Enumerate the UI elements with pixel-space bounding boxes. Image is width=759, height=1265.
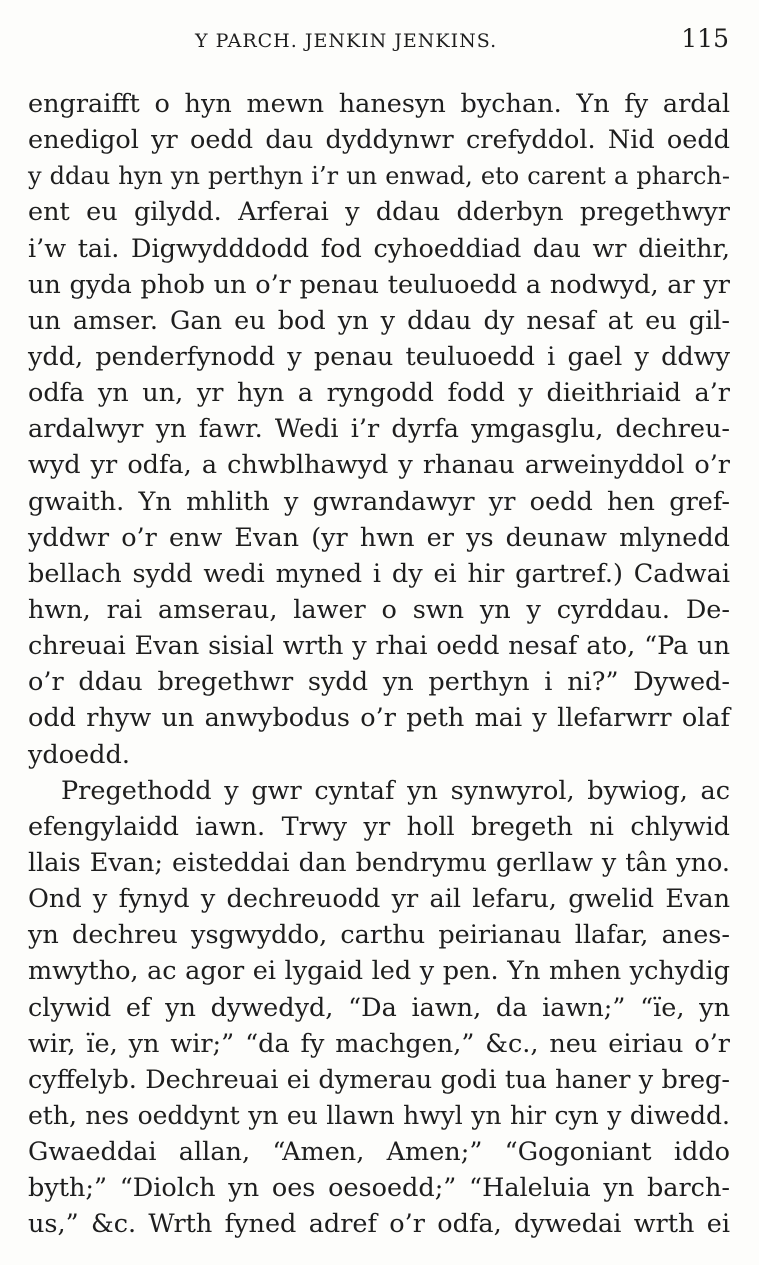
text-line: Gwaeddai allan, “Amen, Amen;” “Gogoniant iddo <box>28 1137 730 1168</box>
text-line: llais Evan; eisteddai dan bendrymu gerllaw y tân yno. <box>28 847 730 878</box>
text-line: yddwr o’r enw Evan (yr hwn er ys deunaw mlynedd <box>28 522 730 553</box>
paragraph <box>28 86 730 773</box>
running-header <box>0 24 759 54</box>
text-line: odfa yn un, yr hyn a ryngodd fodd y dieithriaid a’r <box>28 378 730 409</box>
text-line: ardalwyr yn fawr. Wedi i’r dyrfa ymgasglu, dechreu- <box>28 414 730 445</box>
running-title: Y PARCH. JENKIN JENKINS. <box>195 30 498 52</box>
page-number: 115 <box>681 24 729 53</box>
text-line: us,” &c. Wrth fyned adref o’r odfa, dywedai wrth ei <box>28 1209 730 1240</box>
text-line: Pregethodd y gwr cyntaf yn synwyrol, bywiog, ac <box>61 775 730 806</box>
text-line: cyffelyb. Dechreuai ei dymerau godi tua haner y breg- <box>28 1064 730 1095</box>
text-line: chreuai Evan sisial wrth y rhai oedd nesaf ato, “Pa un <box>28 631 730 662</box>
text-line: eth, nes oeddynt yn eu llawn hwyl yn hir cyn y diwedd. <box>28 1100 730 1130</box>
text-line: un amser. Gan eu bod yn y ddau dy nesaf at eu gil- <box>28 305 730 336</box>
text-line: engraifft o hyn mewn hanesyn bychan. Yn fy ardal <box>28 89 730 119</box>
text-line: hwn, rai amserau, lawer o swn yn y cyrddau. De- <box>28 594 730 625</box>
text-line: clywid ef yn dywedyd, “Da iawn, da iawn;” “ïe, yn <box>28 992 730 1023</box>
text-line: gwaith. Yn mhlith y gwrandawyr yr oedd hen gref- <box>28 486 730 517</box>
text-line: o’r ddau bregethwr sydd yn perthyn i ni?” Dywed- <box>28 667 730 698</box>
text-line: ent eu gilydd. Arferai y ddau dderbyn pregethwyr <box>28 197 730 228</box>
text-line: odd rhyw un anwybodus o’r peth mai y llefarwrr olaf <box>28 703 730 734</box>
text-line: wyd yr odfa, a chwblhawyd y rhanau arweinyddol o’r <box>28 450 730 481</box>
text-line: yn dechreu ysgwyddo, carthu peirianau llafar, anes- <box>28 920 730 951</box>
text-line: bellach sydd wedi myned i dy ei hir gartref.) Cadwai <box>28 558 730 589</box>
text-line: enedigol yr oedd dau dyddynwr crefyddol. Nid oedd <box>28 125 730 156</box>
text-line: ydoedd. <box>28 739 130 770</box>
paragraph <box>28 773 730 1243</box>
text-line: byth;” “Diolch yn oes oesoedd;” “Haleluia yn barch- <box>28 1173 730 1204</box>
text-line: y ddau hyn yn perthyn i’r un enwad, eto carent a pharch- <box>28 162 730 191</box>
text-line: efengylaidd iawn. Trwy yr holl bregeth ni chlywid <box>28 811 730 842</box>
text-line: Ond y fynyd y dechreuodd yr ail lefaru, gwelid Evan <box>28 884 730 915</box>
body-text <box>28 86 730 1243</box>
text-line: wir, ïe, yn wir;” “da fy machgen,” &c., neu eiriau o’r <box>28 1028 730 1059</box>
text-line: ydd, penderfynodd y penau teuluoedd i gael y ddwy <box>28 341 730 372</box>
text-line: un gyda phob un o’r penau teuluoedd a nodwyd, ar yr <box>28 269 730 300</box>
text-line: i’w tai. Digwydddodd fod cyhoeddiad dau wr dieithr, <box>28 233 730 264</box>
text-line: mwytho, ac agor ei lygaid led y pen. Yn mhen ychydig <box>28 956 730 987</box>
